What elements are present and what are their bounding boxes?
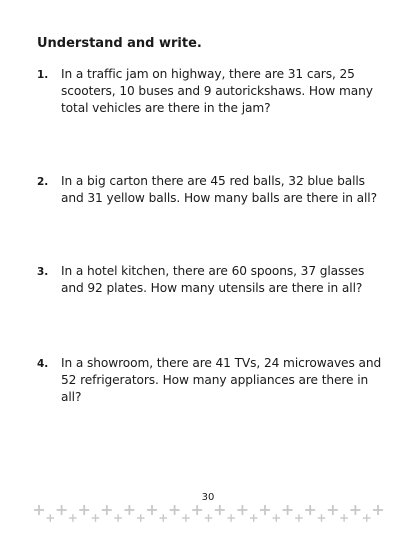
question-text: In a traffic jam on highway, there are 31 cars, 25 scooters, 10 buses and 9 autorickshaws. How many total vehicles are there in the jam? [61,67,373,115]
question-text: In a showroom, there are 41 TVs, 24 microwaves and 52 refrigerators. How many appliances are there in all? [61,356,382,404]
question-2 [37,173,387,207]
question-number: 3. [37,266,49,278]
question-4 [37,355,387,406]
question-text: In a big carton there are 45 red balls, 32 blue balls and 31 yellow balls. How many balls are there in all? [61,174,377,205]
question-number: 2. [37,176,49,188]
worksheet-heading: Understand and write. [37,36,202,51]
question-3 [37,263,387,297]
question-1 [37,66,387,117]
question-text: In a hotel kitchen, there are 60 spoons, 37 glasses and 92 plates. How many utensils are there in all? [61,264,365,295]
question-number: 1. [37,69,49,81]
question-number: 4. [37,358,49,370]
page-number: 30 [201,492,215,503]
plus-cross-pattern-icon [34,504,384,524]
